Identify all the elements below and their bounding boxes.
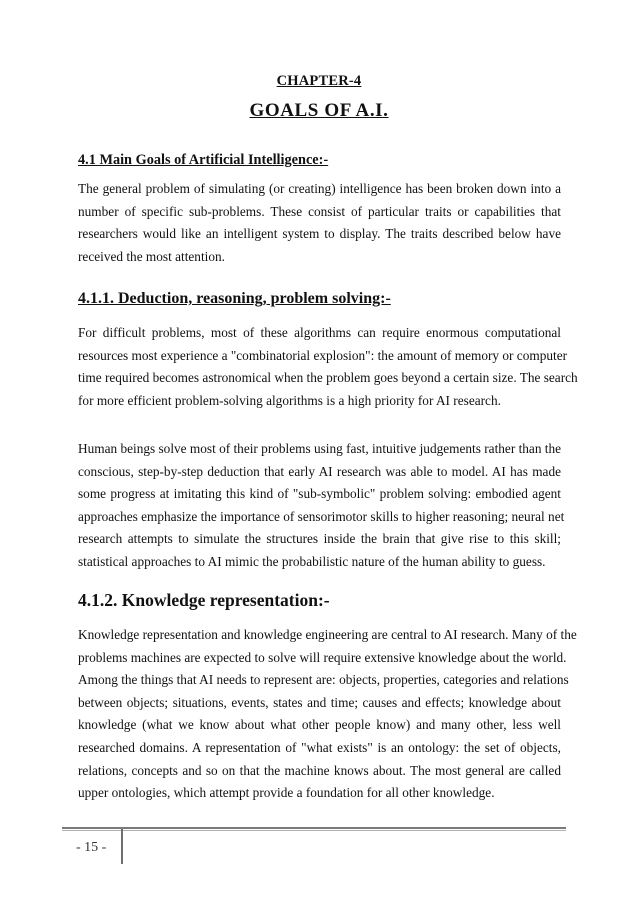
- paragraph-knowledge-representation: [78, 624, 577, 805]
- text-line: researchers would like an intelligent system to display. The traits described below have: [78, 226, 561, 242]
- text-line: relations, concepts and so on that the machine knows about. The most general are called: [78, 762, 561, 778]
- text-line: resources most experience a "combinatorial explosion": the amount of memory or computer: [78, 347, 568, 363]
- section-heading-4-1: 4.1 Main Goals of Artificial Intelligence:-: [78, 152, 329, 168]
- text-line: for more efficient problem-solving algorithms is a high priority for AI research.: [78, 392, 501, 408]
- text-line: number of specific sub-problems. These consist of particular traits or capabilities that: [78, 203, 561, 219]
- text-line: For difficult problems, most of these algorithms can require enormous computational: [78, 325, 561, 340]
- text-line: knowledge (what we know about what other people know) and many other, less well: [78, 717, 561, 733]
- section-number: 4.1.1.: [78, 290, 114, 307]
- section-heading-4-1-2: 4.1.2. Knowledge representation:-: [78, 590, 330, 610]
- text-line: Knowledge representation and knowledge engineering are central to AI research. Many of the: [78, 627, 577, 642]
- section-title: Deduction, reasoning, problem solving:-: [114, 290, 391, 307]
- text-line: research attempts to simulate the structures inside the brain that give rise to this skill;: [78, 531, 561, 547]
- text-line: some progress at imitating this kind of "sub-symbolic" problem solving: embodied agent: [78, 486, 561, 502]
- text-line: statistical approaches to AI mimic the probabilistic nature of the human ability to guess.: [78, 553, 546, 569]
- text-line: received the most attention.: [78, 248, 225, 264]
- text-line: time required becomes astronomical when the problem goes beyond a certain size. The search: [78, 370, 578, 386]
- paragraph-human-beings: [78, 438, 565, 574]
- text-line: conscious, step-by-step deduction that early AI research was able to model. AI has made: [78, 463, 561, 479]
- text-line: Among the things that AI needs to represent are: objects, properties, categories and relations: [78, 672, 569, 688]
- chapter-title: GOALS OF A.I.: [249, 100, 389, 121]
- page-number: - 15 -: [76, 840, 107, 855]
- text-line: between objects; situations, events, states and time; causes and effects; knowledge about: [78, 694, 561, 710]
- text-line: approaches emphasize the importance of sensorimotor skills to higher reasoning; neural net: [78, 508, 565, 524]
- footer-rule-thin: [62, 830, 566, 831]
- footer-rule: [62, 827, 566, 829]
- text-line: problems machines are expected to solve will require extensive knowledge about the world.: [78, 649, 567, 665]
- text-line: upper ontologies, which attempt provide a foundation for all other knowledge.: [78, 785, 495, 801]
- paragraph-main-goals: [78, 178, 561, 268]
- section-heading-4-1-1: [78, 290, 391, 308]
- footer-divider: [121, 829, 123, 864]
- text-line: researched domains. A representation of "what exists" is an ontology: the set of objects,: [78, 739, 561, 755]
- paragraph-difficult-problems: [78, 322, 578, 412]
- text-line: Human beings solve most of their problems using fast, intuitive judgements rather than the: [78, 441, 562, 456]
- chapter-label: CHAPTER-4: [276, 73, 362, 89]
- text-line: The general problem of simulating (or creating) intelligence has been broken down into a: [78, 181, 561, 196]
